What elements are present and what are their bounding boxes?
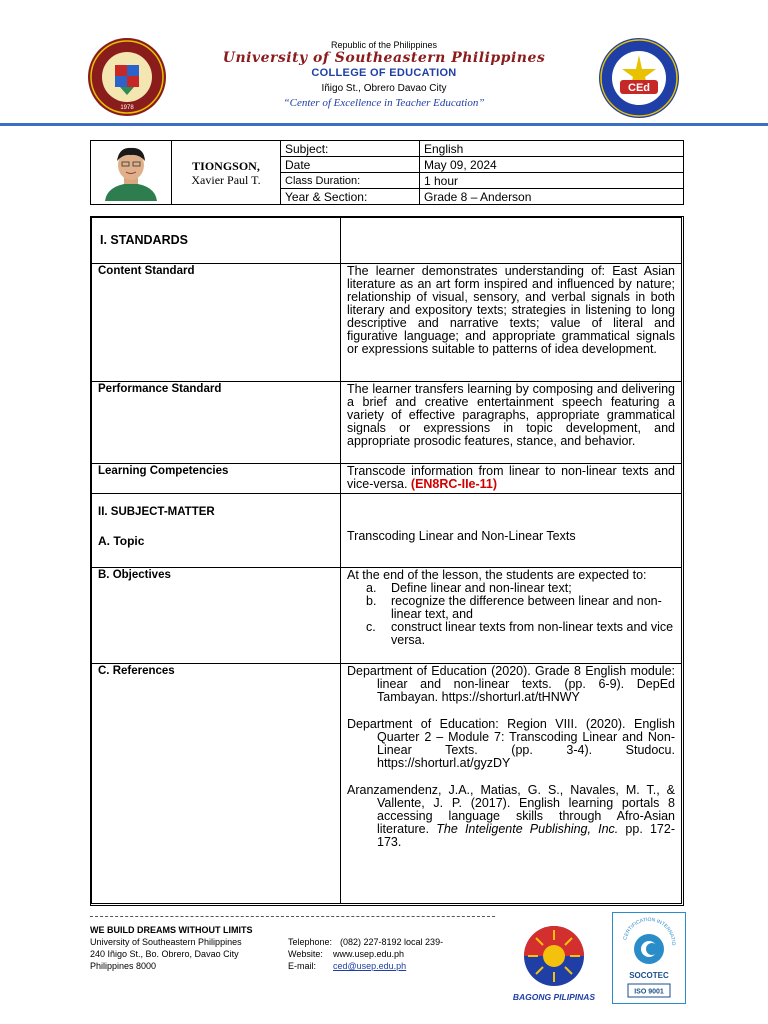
- objective-marker: c.: [366, 620, 376, 634]
- objectives-label: B. Objectives: [92, 568, 341, 664]
- subject-matter-cell: [92, 494, 341, 568]
- header-divider: [0, 123, 768, 126]
- objective-item: [366, 594, 675, 621]
- content-standard-label: Content Standard: [92, 264, 341, 382]
- lesson-plan-table: [91, 217, 682, 904]
- college-motto: “Center of Excellence in Teacher Education”: [283, 97, 485, 109]
- topic-label: A. Topic: [98, 534, 145, 548]
- ced-logo-text: CEd: [628, 82, 650, 94]
- bagong-pilipinas-label: BAGONG PILIPINAS: [512, 992, 596, 1002]
- teacher-info-table: [90, 140, 684, 205]
- competencies-cell: [341, 464, 682, 494]
- references-cell: [341, 664, 682, 904]
- info-label: Subject:: [281, 141, 420, 157]
- objectives-list: [347, 582, 675, 647]
- competencies-text: Transcode information from linear to non-linear texts and vice-versa.: [347, 464, 675, 491]
- reference-entry: Department of Education (2020). Grade 8 English module: linear and non-linear texts. (pp. 6-9). DepEd Tambayan. https://shorturl.at/tHNWY: [347, 664, 675, 704]
- teacher-surname: TIONGSON,: [192, 158, 260, 173]
- objective-item: [366, 620, 675, 647]
- reference-publisher: The Inteligente Publishing, Inc.: [436, 822, 619, 836]
- footer-email-link[interactable]: ced@usep.edu.ph: [333, 961, 407, 971]
- objective-text: recognize the difference between linear and non-linear text, and: [391, 594, 662, 621]
- performance-standard-label: Performance Standard: [92, 382, 341, 464]
- subject-matter-heading: II. SUBJECT-MATTER: [98, 506, 215, 518]
- objective-text: construct linear texts from non-linear texts and vice versa.: [391, 620, 674, 647]
- objectives-cell: [341, 568, 682, 664]
- footer-telephone: (082) 227-8192 local 239-: [340, 937, 444, 947]
- info-label: Class Duration:: [281, 173, 420, 189]
- references-label: C. References: [92, 664, 341, 904]
- lesson-plan-box: [90, 216, 684, 906]
- university-name: University of Southeastern Philippines: [222, 50, 546, 66]
- footer-address-1: University of Southeastern Philippines: [90, 937, 242, 947]
- footer-divider: [90, 916, 495, 917]
- objective-text: Define linear and non-linear text;: [391, 581, 572, 595]
- bagong-pilipinas-logo: [508, 918, 600, 1004]
- empty-cell: [341, 218, 682, 264]
- info-value: 1 hour: [420, 173, 684, 189]
- competency-code: (EN8RC-IIe-11): [410, 477, 498, 491]
- content-standard-text: The learner demonstrates understanding of: East Asian literature as an art form inspired and influenced by nature; relationship of visual, sensory, and verbal signals in both literary and expository texts; strategies in listening to long descriptive and narrative texts; value of literal and figurative language; and appropriate grammatical signals or expressions suitable to patterns of idea development.: [341, 264, 682, 382]
- socotec-iso-logo: [612, 912, 686, 1004]
- reference-entry: Department of Education: Region VIII. (2020). English Quarter 2 – Module 7: Transcoding Linear and Non-Linear Texts. (pp. 3-4). Studocu. https://shorturl.at/gyzDY: [347, 717, 675, 770]
- info-value: May 09, 2024: [420, 157, 684, 173]
- teacher-name-cell: [172, 141, 281, 205]
- footer-telephone-label: Telephone:: [288, 937, 333, 947]
- footer-website: www.usep.edu.ph: [333, 949, 405, 959]
- republic-label: Republic of the Philippines: [330, 40, 438, 50]
- reference-entry: [347, 784, 675, 849]
- objectives-intro: At the end of the lesson, the students are expected to:: [347, 568, 647, 582]
- info-value: English: [420, 141, 684, 157]
- college-address: Iñigo St., Obrero Davao City: [321, 83, 447, 94]
- footer-slogan: WE BUILD DREAMS WITHOUT LIMITS: [90, 925, 253, 935]
- college-name: COLLEGE OF EDUCATION: [311, 67, 457, 79]
- info-value: Grade 8 – Anderson: [420, 189, 684, 205]
- competencies-label: Learning Competencies: [92, 464, 341, 494]
- ced-seal-logo: [598, 37, 680, 119]
- footer-address-3: Philippines 8000: [90, 961, 157, 971]
- topic-text: Transcoding Linear and Non-Linear Texts: [341, 494, 682, 568]
- performance-standard-text: The learner transfers learning by composing and delivering a brief and creative entertainment speech featuring a variety of effective paragraphs, appropriate grammatical signals or expressions in topic development, and appropriate prosodic features, stance, and behavior.: [341, 382, 682, 464]
- objective-marker: a.: [366, 581, 377, 595]
- info-label: Date: [281, 157, 420, 173]
- objective-marker: b.: [366, 594, 377, 608]
- reference-text: Aranzamendenz, J.A., Matias, G. S., Navales, M. T., & Vallente, J. P. (2017). English learning portals 8 accessing language skills through Afro-Asian literature.: [347, 783, 675, 836]
- footer-website-label: Website:: [288, 949, 323, 959]
- teacher-given-name: Xavier Paul T.: [191, 172, 261, 187]
- iso-label: ISO 9001: [634, 988, 664, 996]
- reference-pages: pp. 172-173.: [377, 822, 675, 849]
- socotec-label: SOCOTEC: [629, 971, 669, 980]
- teacher-photo: [91, 141, 172, 205]
- footer-address-2: 240 Iñigo St., Bo. Obrero, Davao City: [90, 949, 239, 959]
- footer-email-label: E-mail:: [288, 961, 317, 971]
- info-label: Year & Section:: [281, 189, 420, 205]
- standards-heading: I. STANDARDS: [92, 218, 341, 264]
- certification-arc-text: CERTIFICATION INTERNATIO: [622, 916, 677, 946]
- seal-year: 1978: [120, 105, 134, 111]
